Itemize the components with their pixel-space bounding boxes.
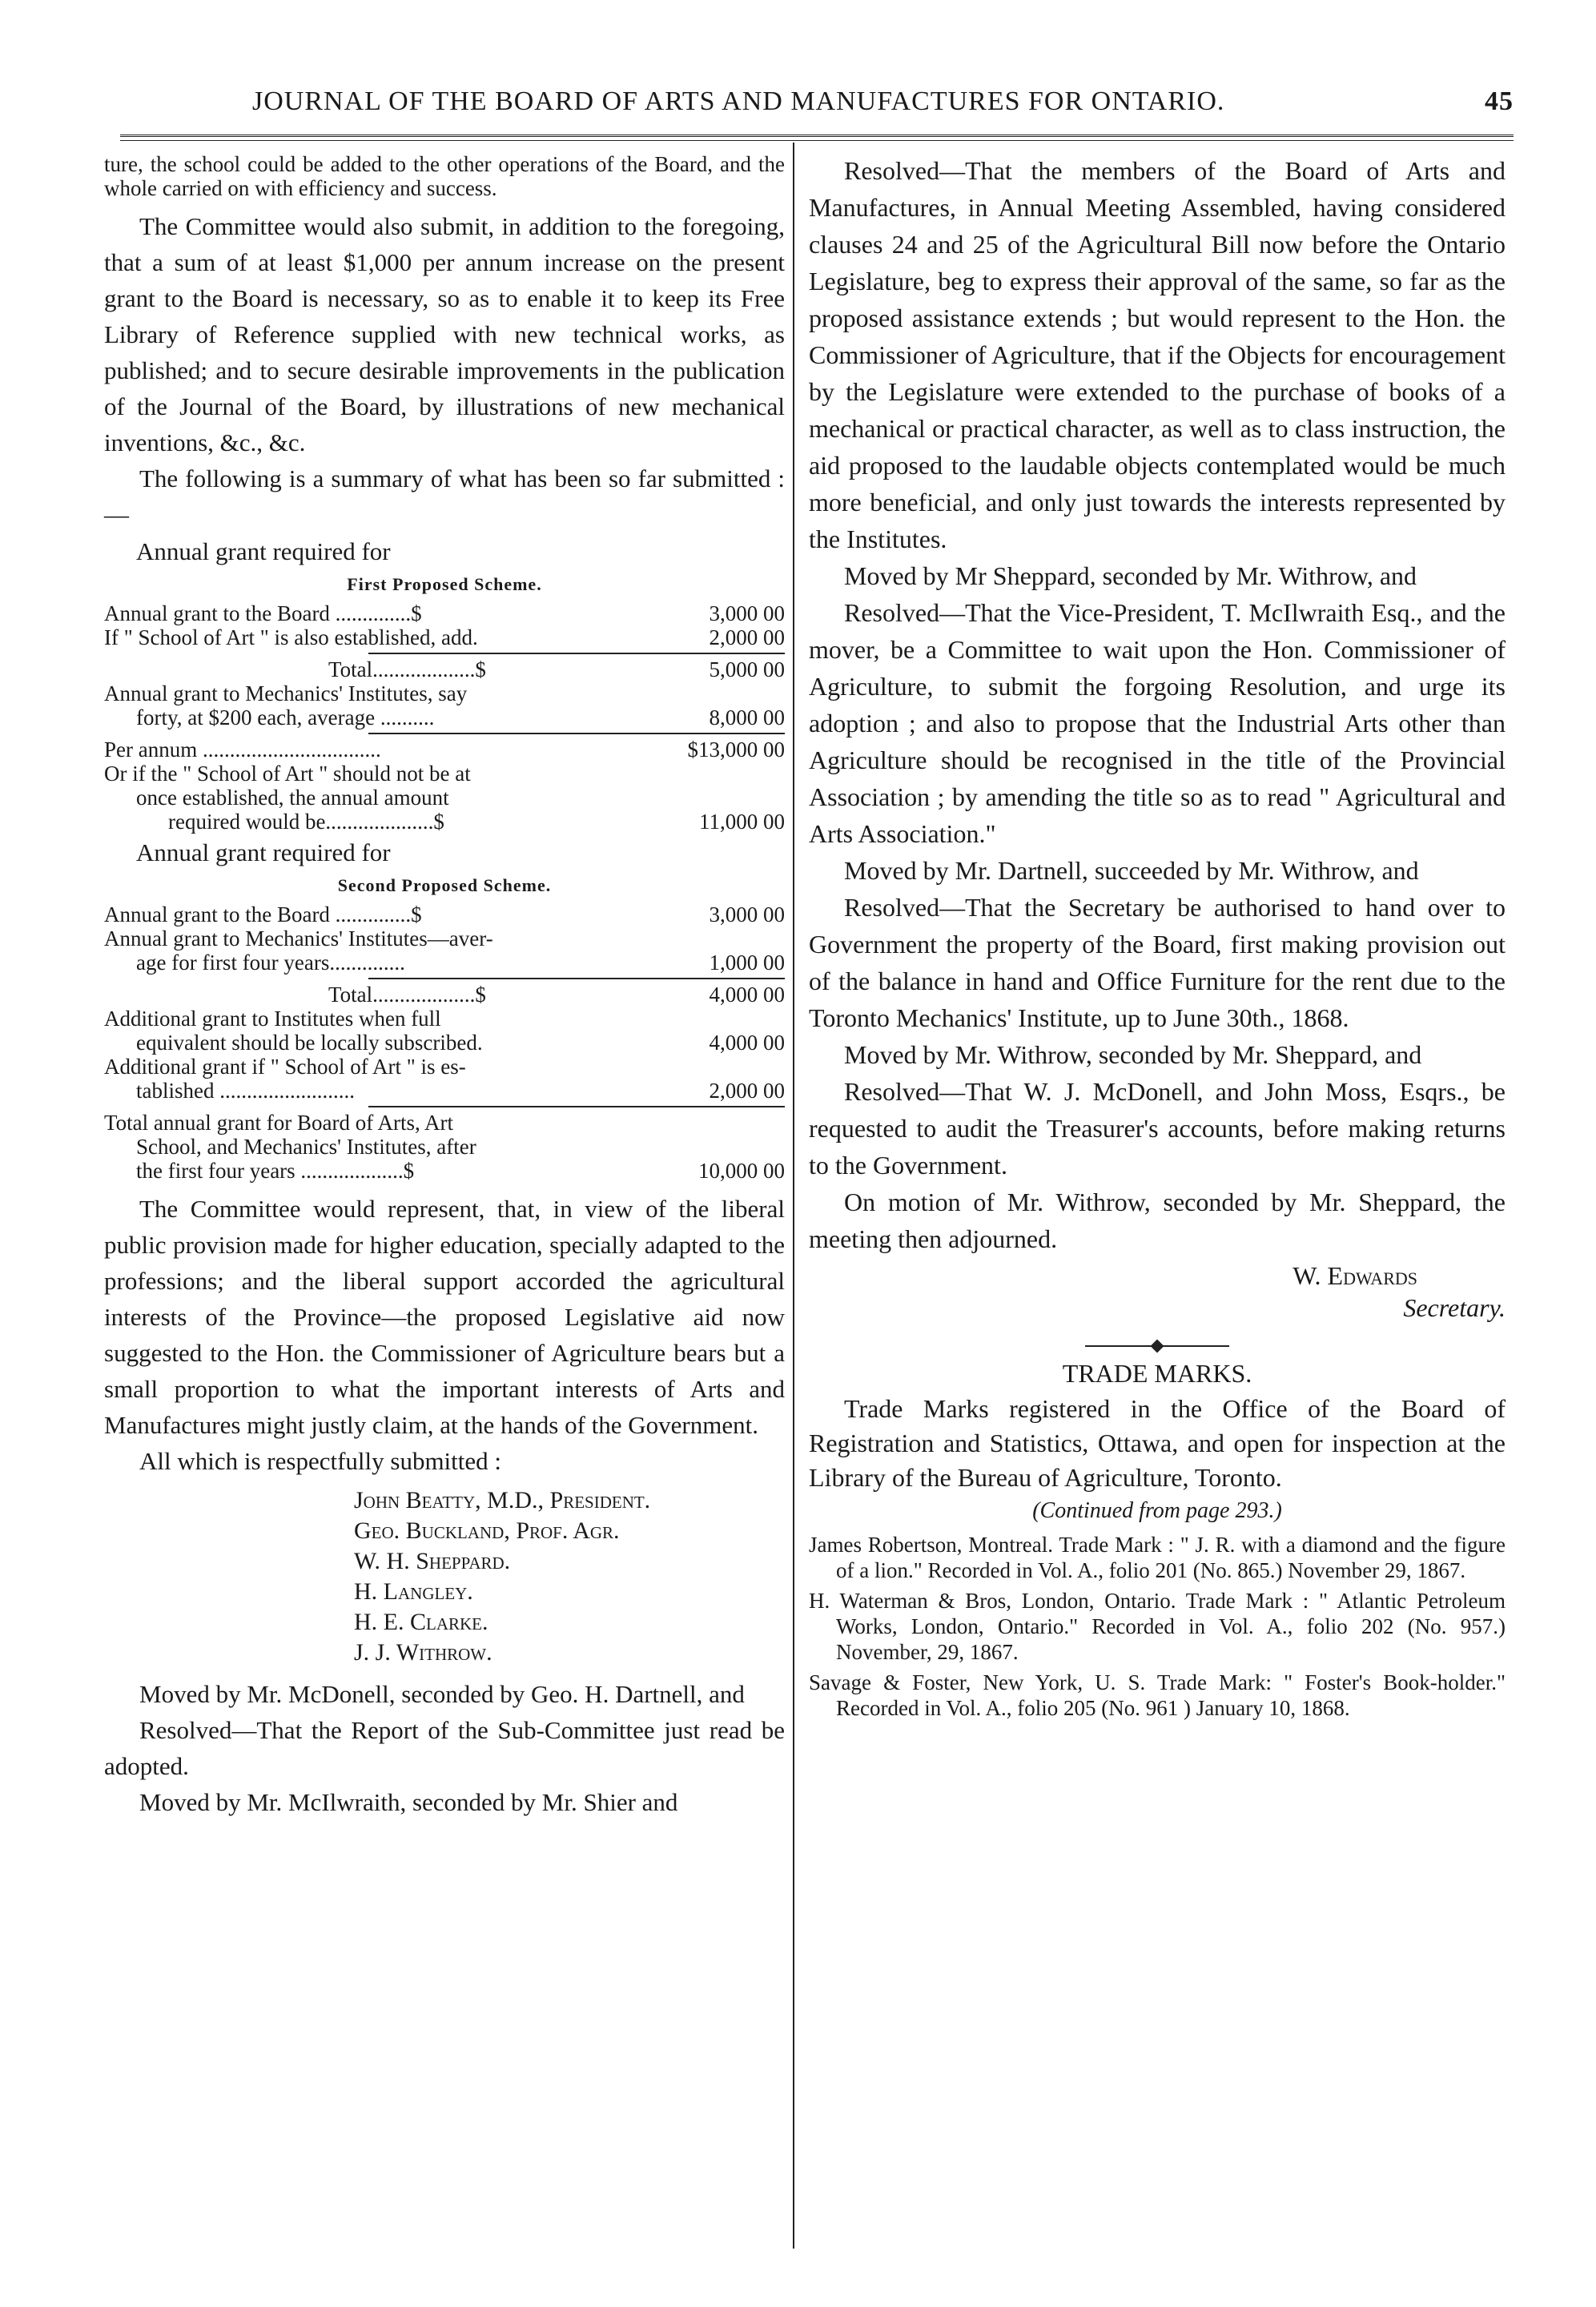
row-amount: 5,000 00 — [709, 657, 785, 681]
right-column — [809, 152, 1506, 1721]
table-row — [104, 657, 785, 681]
table-row — [104, 705, 785, 729]
paragraph: All which is respectfully submitted : — [139, 1447, 502, 1475]
row-amount: 2,000 00 — [709, 625, 785, 649]
signatory: H. E. Clarke. — [354, 1609, 488, 1635]
table-row — [104, 1031, 785, 1055]
row-label: Annual grant to the Board ..............$ — [104, 902, 422, 926]
sum-rule — [368, 1106, 785, 1107]
paragraph: Resolved—That the Vice-President, T. McIlwraith Esq., and the mover, be a Committee to wait upon the Hon. Commissioner of Agriculture, to submit the forgoing Resolution, and urge its adoption ; and also to propose that the Industrial Arts other than Agriculture should be recognised in the title of the Provincial Association ; by amending the title so as to read " Agricultural and Arts Association." — [809, 598, 1506, 848]
paragraph: Moved by Mr. Dartnell, succeeded by Mr. Withrow, and — [844, 856, 1419, 885]
section-divider — [1085, 1345, 1229, 1347]
paragraph: Resolved—That W. J. McDonell, and John Moss, Esqrs., be requested to audit the Treasurer's accounts, before making returns to the Government. — [809, 1077, 1506, 1180]
list-item: H. Waterman & Bros, London, Ontario. Trade Mark : " Atlantic Petroleum Works, London, Ontario." Recorded in Vol. A., folio 202 (No. 957.) November, 29, 1867. — [809, 1589, 1506, 1664]
row-label: forty, at $200 each, average .......... — [136, 705, 435, 729]
row-label: the first four years ...................$ — [136, 1159, 415, 1183]
annual-grant-label: Annual grant required for — [136, 537, 391, 565]
paragraph: The Committee would also submit, in addition to the foregoing, that a sum of at least $1,000 per annum increase on the present grant to the Board is necessary, so as to enable it to keep its Free Library of Reference supplied with new technical works, as published; and to secure desirable improvements in the publication of the Journal of the Board, by illustrations of new mechanical inventions, &c., &c. — [104, 212, 785, 456]
row-amount: 4,000 00 — [709, 1031, 785, 1055]
row-label: Additional grant to Institutes when full — [104, 1007, 441, 1031]
paragraph: Resolved—That the members of the Board of Arts and Manufactures, in Annual Meeting Assembled, having considered clauses 24 and 25 of the Agricultural Bill now before the Ontario Legislature, beg to express their approval of the same, so far as the proposed assistance extends ; but would represent to the Hon. the Commissioner of Agriculture, that if the Objects for encouragement by the Legislature were extended to the purchase of books of a mechanical or practical character, as well as to class instruction, the aid proposed to the laudable objects contemplated would be much more beneficial, and only just towards the interests represented by the Institutes. — [809, 156, 1506, 553]
paragraph: Moved by Mr Sheppard, seconded by Mr. Withrow, and — [844, 561, 1417, 590]
signatory: H. Langley. — [354, 1578, 473, 1605]
row-label: required would be....................$ — [168, 810, 444, 834]
row-amount: 11,000 00 — [699, 810, 785, 834]
signature-block — [354, 1485, 785, 1668]
row-label: Annual grant to Mechanics' Institutes—aver- — [104, 926, 493, 951]
sum-rule — [368, 653, 785, 654]
paragraph: Moved by Mr. Withrow, seconded by Mr. Sheppard, and — [844, 1040, 1422, 1069]
row-amount: 2,000 00 — [709, 1079, 785, 1103]
section-heading: TRADE MARKS. — [1062, 1359, 1252, 1388]
table-row — [104, 983, 785, 1007]
row-label: tablished ......................... — [136, 1079, 355, 1103]
scheme-heading: Second Proposed Scheme. — [337, 875, 552, 895]
table-row — [104, 810, 785, 834]
journal-title: JOURNAL OF THE BOARD OF ARTS AND MANUFACTURES FOR ONTARIO. — [252, 86, 1225, 116]
row-label: Total annual grant for Board of Arts, Art — [104, 1111, 454, 1135]
paragraph: The Committee would represent, that, in view of the liberal public provision made for higher education, specially adapted to the professions; and the liberal support accorded the agricultural interests of the Province—the proposed Legislative aid now suggested to the Hon. the Commissioner of Agriculture bears but a small proportion to what the important interests of Arts and Manufactures might justly claim, at the hands of the Government. — [104, 1195, 785, 1439]
paragraph: Resolved—That the Secretary be authorised to hand over to Government the property of the Board, first making provision out of the balance in hand and Office Furniture for the rent due to the Toronto Mechanics' Institute, up to June 30th., 1868. — [809, 893, 1506, 1032]
row-label: equivalent should be locally subscribed. — [136, 1031, 483, 1055]
row-label: School, and Mechanics' Institutes, after — [136, 1135, 476, 1159]
table-row — [104, 601, 785, 625]
row-label: once established, the annual amount — [136, 786, 449, 810]
list-item: Savage & Foster, New York, U. S. Trade Mark: " Foster's Book-holder." Recorded in Vol. A., folio 205 (No. 961 ) January 10, 1868. — [809, 1670, 1506, 1720]
paragraph: On motion of Mr. Withrow, seconded by Mr. Sheppard, the meeting then adjourned. — [809, 1188, 1506, 1253]
row-label: Per annum ................................. — [104, 738, 381, 762]
paragraph: ture, the school could be added to the other operations of the Board, and the whole carried on with efficiency and success. — [104, 152, 785, 200]
scheme-heading: First Proposed Scheme. — [347, 574, 542, 594]
row-label: Or if the " School of Art " should not be at — [104, 762, 471, 786]
row-label: If " School of Art " is also established, add. — [104, 625, 478, 649]
row-amount: 10,000 00 — [698, 1159, 785, 1183]
table-row — [104, 1079, 785, 1103]
row-amount: 8,000 00 — [709, 705, 785, 729]
row-label: Total...................$ — [328, 657, 486, 681]
paragraph: Moved by Mr. McDonell, seconded by Geo. H. Dartnell, and — [139, 1680, 745, 1708]
page-number: 45 — [1485, 86, 1514, 116]
row-label: Annual grant to the Board ..............$ — [104, 601, 422, 625]
list-item: James Robertson, Montreal. Trade Mark : " J. R. with a diamond and the figure of a lion." Recorded in Vol. A., folio 201 (No. 865.) November 29, 1867. — [809, 1533, 1506, 1582]
running-header — [120, 80, 1514, 128]
first-scheme-table — [104, 536, 785, 1183]
signatory: W. H. Sheppard. — [354, 1548, 511, 1574]
signatory: J. J. Withrow. — [354, 1639, 492, 1666]
row-amount: $13,000 00 — [687, 738, 785, 762]
row-amount: 1,000 00 — [709, 951, 785, 975]
sum-rule — [368, 733, 785, 734]
table-row — [104, 902, 785, 926]
left-column — [104, 152, 785, 1820]
sum-rule — [368, 978, 785, 979]
signatory: John Beatty, M.D., President. — [354, 1487, 651, 1513]
secretary-name: W. Edwards — [1292, 1261, 1417, 1290]
divider-ornament — [1151, 1340, 1164, 1353]
header-rule — [120, 135, 1514, 141]
column-divider — [793, 143, 794, 2249]
row-label: age for first four years.............. — [136, 951, 405, 975]
annual-grant-label: Annual grant required for — [136, 838, 391, 866]
table-row — [104, 1159, 785, 1183]
row-amount: 3,000 00 — [709, 902, 785, 926]
continued-note: (Continued from page 293.) — [1032, 1498, 1282, 1523]
paragraph: Resolved—That the Report of the Sub-Committee just read be adopted. — [104, 1716, 785, 1780]
table-row — [104, 738, 785, 762]
row-label: Additional grant if " School of Art " is es- — [104, 1055, 466, 1079]
signatory: Geo. Buckland, Prof. Agr. — [354, 1517, 620, 1544]
paragraph: Trade Marks registered in the Office of the Board of Registration and Statistics, Ottawa, and open for inspection at the Library of the Bureau of Agriculture, Toronto. — [809, 1394, 1506, 1492]
row-amount: 3,000 00 — [709, 601, 785, 625]
row-label: Total...................$ — [328, 983, 486, 1007]
paragraph: Moved by Mr. McIlwraith, seconded by Mr. Shier and — [139, 1788, 678, 1816]
table-row — [104, 625, 785, 649]
row-label: Annual grant to Mechanics' Institutes, say — [104, 681, 468, 705]
secretary-title: Secretary. — [1403, 1293, 1506, 1322]
paragraph: The following is a summary of what has been so far submitted :— — [104, 464, 785, 529]
table-row — [104, 951, 785, 975]
row-amount: 4,000 00 — [709, 983, 785, 1007]
